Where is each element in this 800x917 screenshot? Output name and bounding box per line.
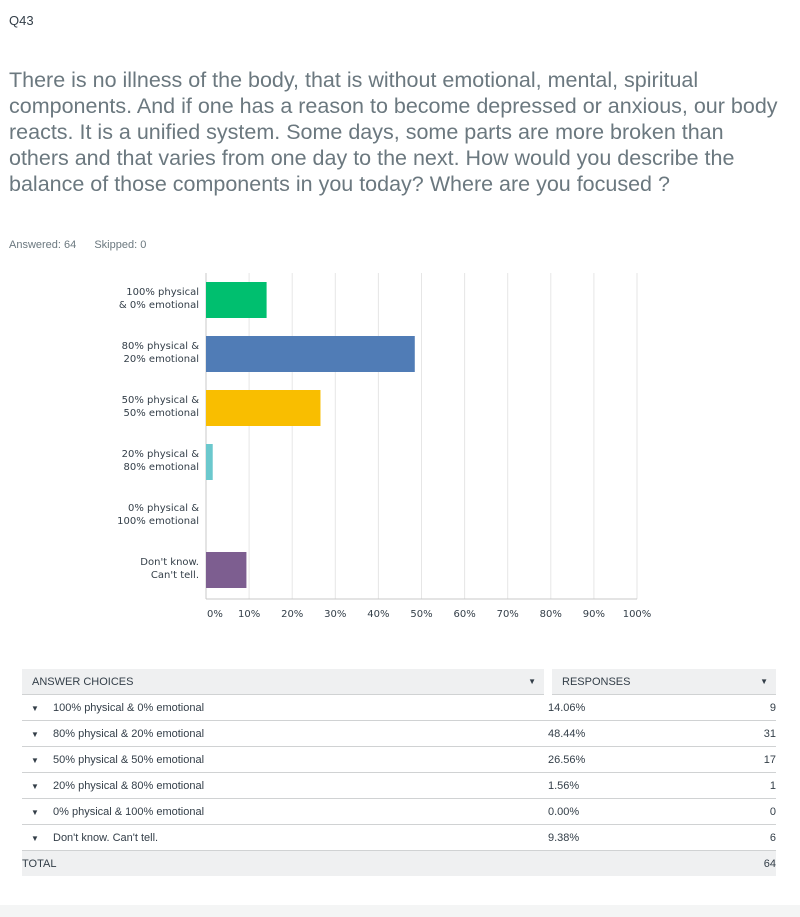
response-meta [9,239,161,251]
expand-caret-icon[interactable]: ▼ [31,807,39,817]
choice-label: Don't know. Can't tell. [53,831,159,844]
sort-caret-icon[interactable]: ▼ [760,677,768,686]
response-percent: 48.44% [548,721,720,747]
category-label: 100% emotional [117,516,199,527]
category-label: 20% physical & [121,449,199,460]
table-row [22,695,776,721]
x-tick-label: 90% [582,609,606,620]
x-tick-label: 70% [496,609,519,620]
x-tick-label: 60% [453,609,476,620]
response-count: 1 [720,773,776,799]
question-text: There is no illness of the body, that is without emotional, mental, spiritual components. And if one has a reason to become depressed or anxious, our body reacts. It is a unified system. Some days, some parts are more broken than others and that varies from one day to the next. How would you describe the balance of those components in you today? Where are you focused ? [9,68,778,196]
response-count: 17 [720,747,776,773]
response-percent: 1.56% [548,773,720,799]
category-label: 0% physical & [127,503,199,514]
choice-label: 100% physical & 0% emotional [53,701,205,714]
x-tick-label: 80% [539,609,562,620]
expand-caret-icon[interactable]: ▼ [31,729,39,739]
choice-label: 20% physical & 80% emotional [53,779,205,792]
expand-caret-icon[interactable]: ▼ [31,703,39,713]
bar-chart [0,260,800,640]
x-tick-label: 0% [207,609,223,620]
response-percent: 26.56% [548,747,720,773]
answer-choices-header[interactable] [22,669,548,695]
category-label: 80% emotional [123,462,199,473]
choice-label: 50% physical & 50% emotional [53,753,205,766]
x-tick-label: 10% [237,609,261,620]
category-label: 50% physical & [121,395,199,406]
responses-header[interactable] [548,669,776,695]
expand-caret-icon[interactable]: ▼ [31,781,39,791]
expand-caret-icon[interactable]: ▼ [31,755,39,765]
response-count: 9 [720,695,776,721]
category-label: & 0% emotional [118,300,199,311]
expand-caret-icon[interactable]: ▼ [31,833,39,843]
x-tick-label: 30% [324,609,347,620]
bar[interactable] [206,390,320,426]
answer-table [22,669,776,876]
sort-caret-icon[interactable]: ▼ [528,677,536,686]
response-count: 6 [720,825,776,851]
bar[interactable] [206,552,246,588]
category-label: 100% physical [126,287,199,298]
answer-choices-header-label: ANSWER CHOICES [32,675,134,688]
choice-label: 80% physical & 20% emotional [53,727,205,740]
total-label: TOTAL [22,851,548,877]
x-tick-label: 100% [622,609,652,620]
footer-band [0,905,800,917]
category-label: 80% physical & [121,341,199,352]
x-tick-label: 20% [281,609,304,620]
responses-header-label: RESPONSES [562,675,631,688]
table-row [22,799,776,825]
category-label: Don't know. [140,557,199,568]
table-row [22,773,776,799]
total-row [22,851,776,877]
x-tick-label: 50% [410,609,433,620]
answered-count: Answered: 64 [9,239,77,251]
total-value: 64 [720,851,776,877]
choice-label: 0% physical & 100% emotional [53,805,205,818]
x-tick-label: 40% [367,609,390,620]
category-label: 20% emotional [123,354,199,365]
response-percent: 14.06% [548,695,720,721]
category-label: 50% emotional [123,408,199,419]
response-count: 0 [720,799,776,825]
response-percent: 9.38% [548,825,720,851]
table-row [22,825,776,851]
bar[interactable] [206,444,213,480]
table-row [22,747,776,773]
skipped-count: Skipped: 0 [94,239,147,251]
category-label: Can't tell. [150,570,199,581]
bar[interactable] [206,282,267,318]
question-number: Q43 [9,13,34,28]
bar[interactable] [206,336,415,372]
table-row [22,721,776,747]
response-percent: 0.00% [548,799,720,825]
response-count: 31 [720,721,776,747]
